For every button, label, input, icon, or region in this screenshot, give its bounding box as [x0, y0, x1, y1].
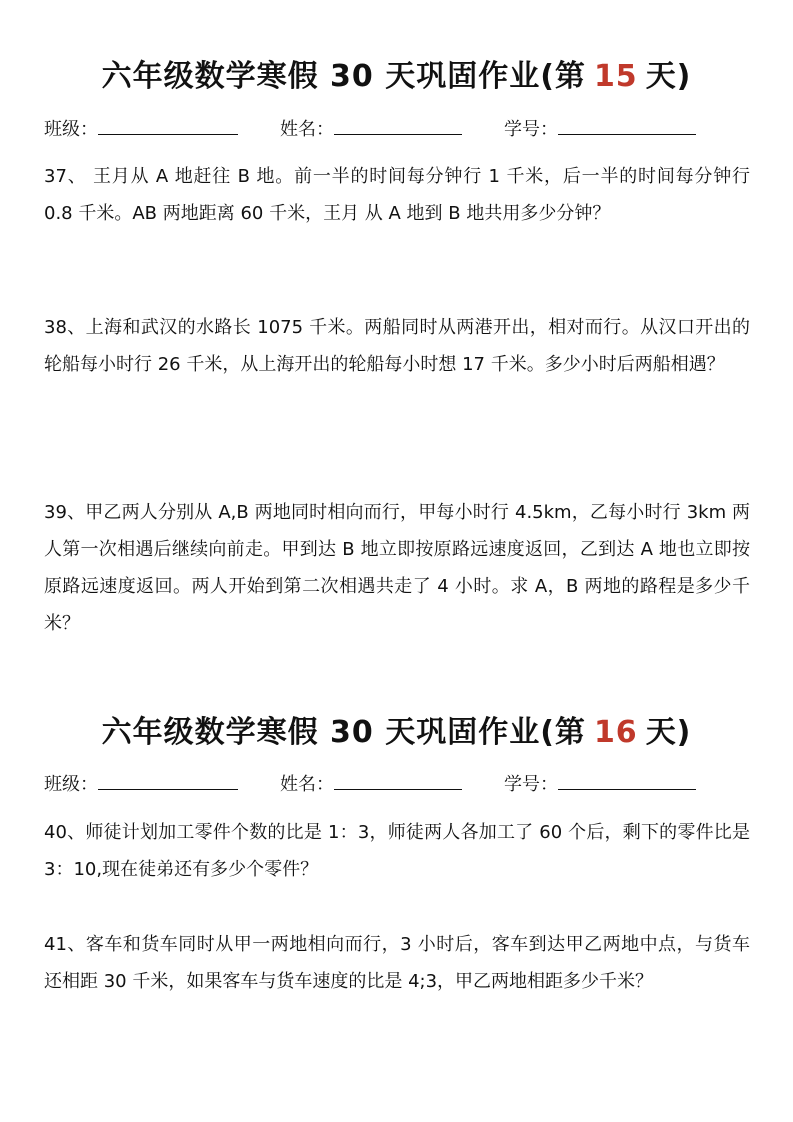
- day-number: 15: [593, 59, 638, 94]
- name-field: [280, 116, 462, 144]
- name-blank[interactable]: [334, 116, 462, 135]
- class-label: 班级：: [44, 119, 98, 140]
- question-40: 40、师徒计划加工零件个数的比是 1：3，师徒两人各加工了 60 个后，剩下的零件比是 3：10,现在徒弟还有多少个零件？: [44, 822, 750, 880]
- class-label: 班级：: [44, 774, 98, 795]
- question-41: 41、客车和货车同时从甲一两地相向而行，3 小时后，客车到达甲乙两地中点，与货车还相距 30 千米，如果客车与货车速度的比是 4;3，甲乙两地相距多少千米？: [44, 934, 750, 992]
- student-info-row: [44, 771, 744, 799]
- page-title-day-15: [0, 57, 793, 97]
- student-id-blank[interactable]: [558, 116, 696, 135]
- page-title-day-16: [0, 713, 793, 753]
- day-number: 16: [593, 715, 638, 750]
- name-blank[interactable]: [334, 771, 462, 790]
- class-field: [44, 771, 238, 799]
- title-prefix: 六年级数学寒假 30 天巩固作业(第: [101, 715, 586, 750]
- class-blank[interactable]: [98, 771, 238, 790]
- question-38: 38、上海和武汉的水路长 1075 千米。两船同时从两港开出，相对而行。从汉口开出的轮船每小时行 26 千米，从上海开出的轮船每小时想 17 千米。多少小时后两船相遇？: [44, 317, 750, 375]
- name-field: [280, 771, 462, 799]
- student-id-field: [504, 771, 696, 799]
- title-suffix: 天): [645, 59, 692, 94]
- student-id-blank[interactable]: [558, 771, 696, 790]
- title-suffix: 天): [645, 715, 692, 750]
- student-id-label: 学号：: [504, 119, 558, 140]
- question-39: 39、甲乙两人分别从 A,B 两地同时相向而行，甲每小时行 4.5km，乙每小时行 3km 两人第一次相遇后继续向前走。甲到达 B 地立即按原路远速度返回，乙到达 A 地也立即按原路远速度返回。两人开始到第二次相遇共走了 4 小时。求 A，B 两地的路程是多少千米？: [44, 502, 750, 634]
- title-prefix: 六年级数学寒假 30 天巩固作业(第: [101, 59, 586, 94]
- class-blank[interactable]: [98, 116, 238, 135]
- name-label: 姓名：: [280, 119, 334, 140]
- student-id-label: 学号：: [504, 774, 558, 795]
- name-label: 姓名：: [280, 774, 334, 795]
- class-field: [44, 116, 238, 144]
- student-id-field: [504, 116, 696, 144]
- question-37: 37、 王月从 A 地赶往 B 地。前一半的时间每分钟行 1 千米，后一半的时间每分钟行 0.8 千米。AB 两地距离 60 千米，王月 从 A 地到 B 地共用多少分钟？: [44, 166, 750, 224]
- student-info-row: [44, 116, 744, 144]
